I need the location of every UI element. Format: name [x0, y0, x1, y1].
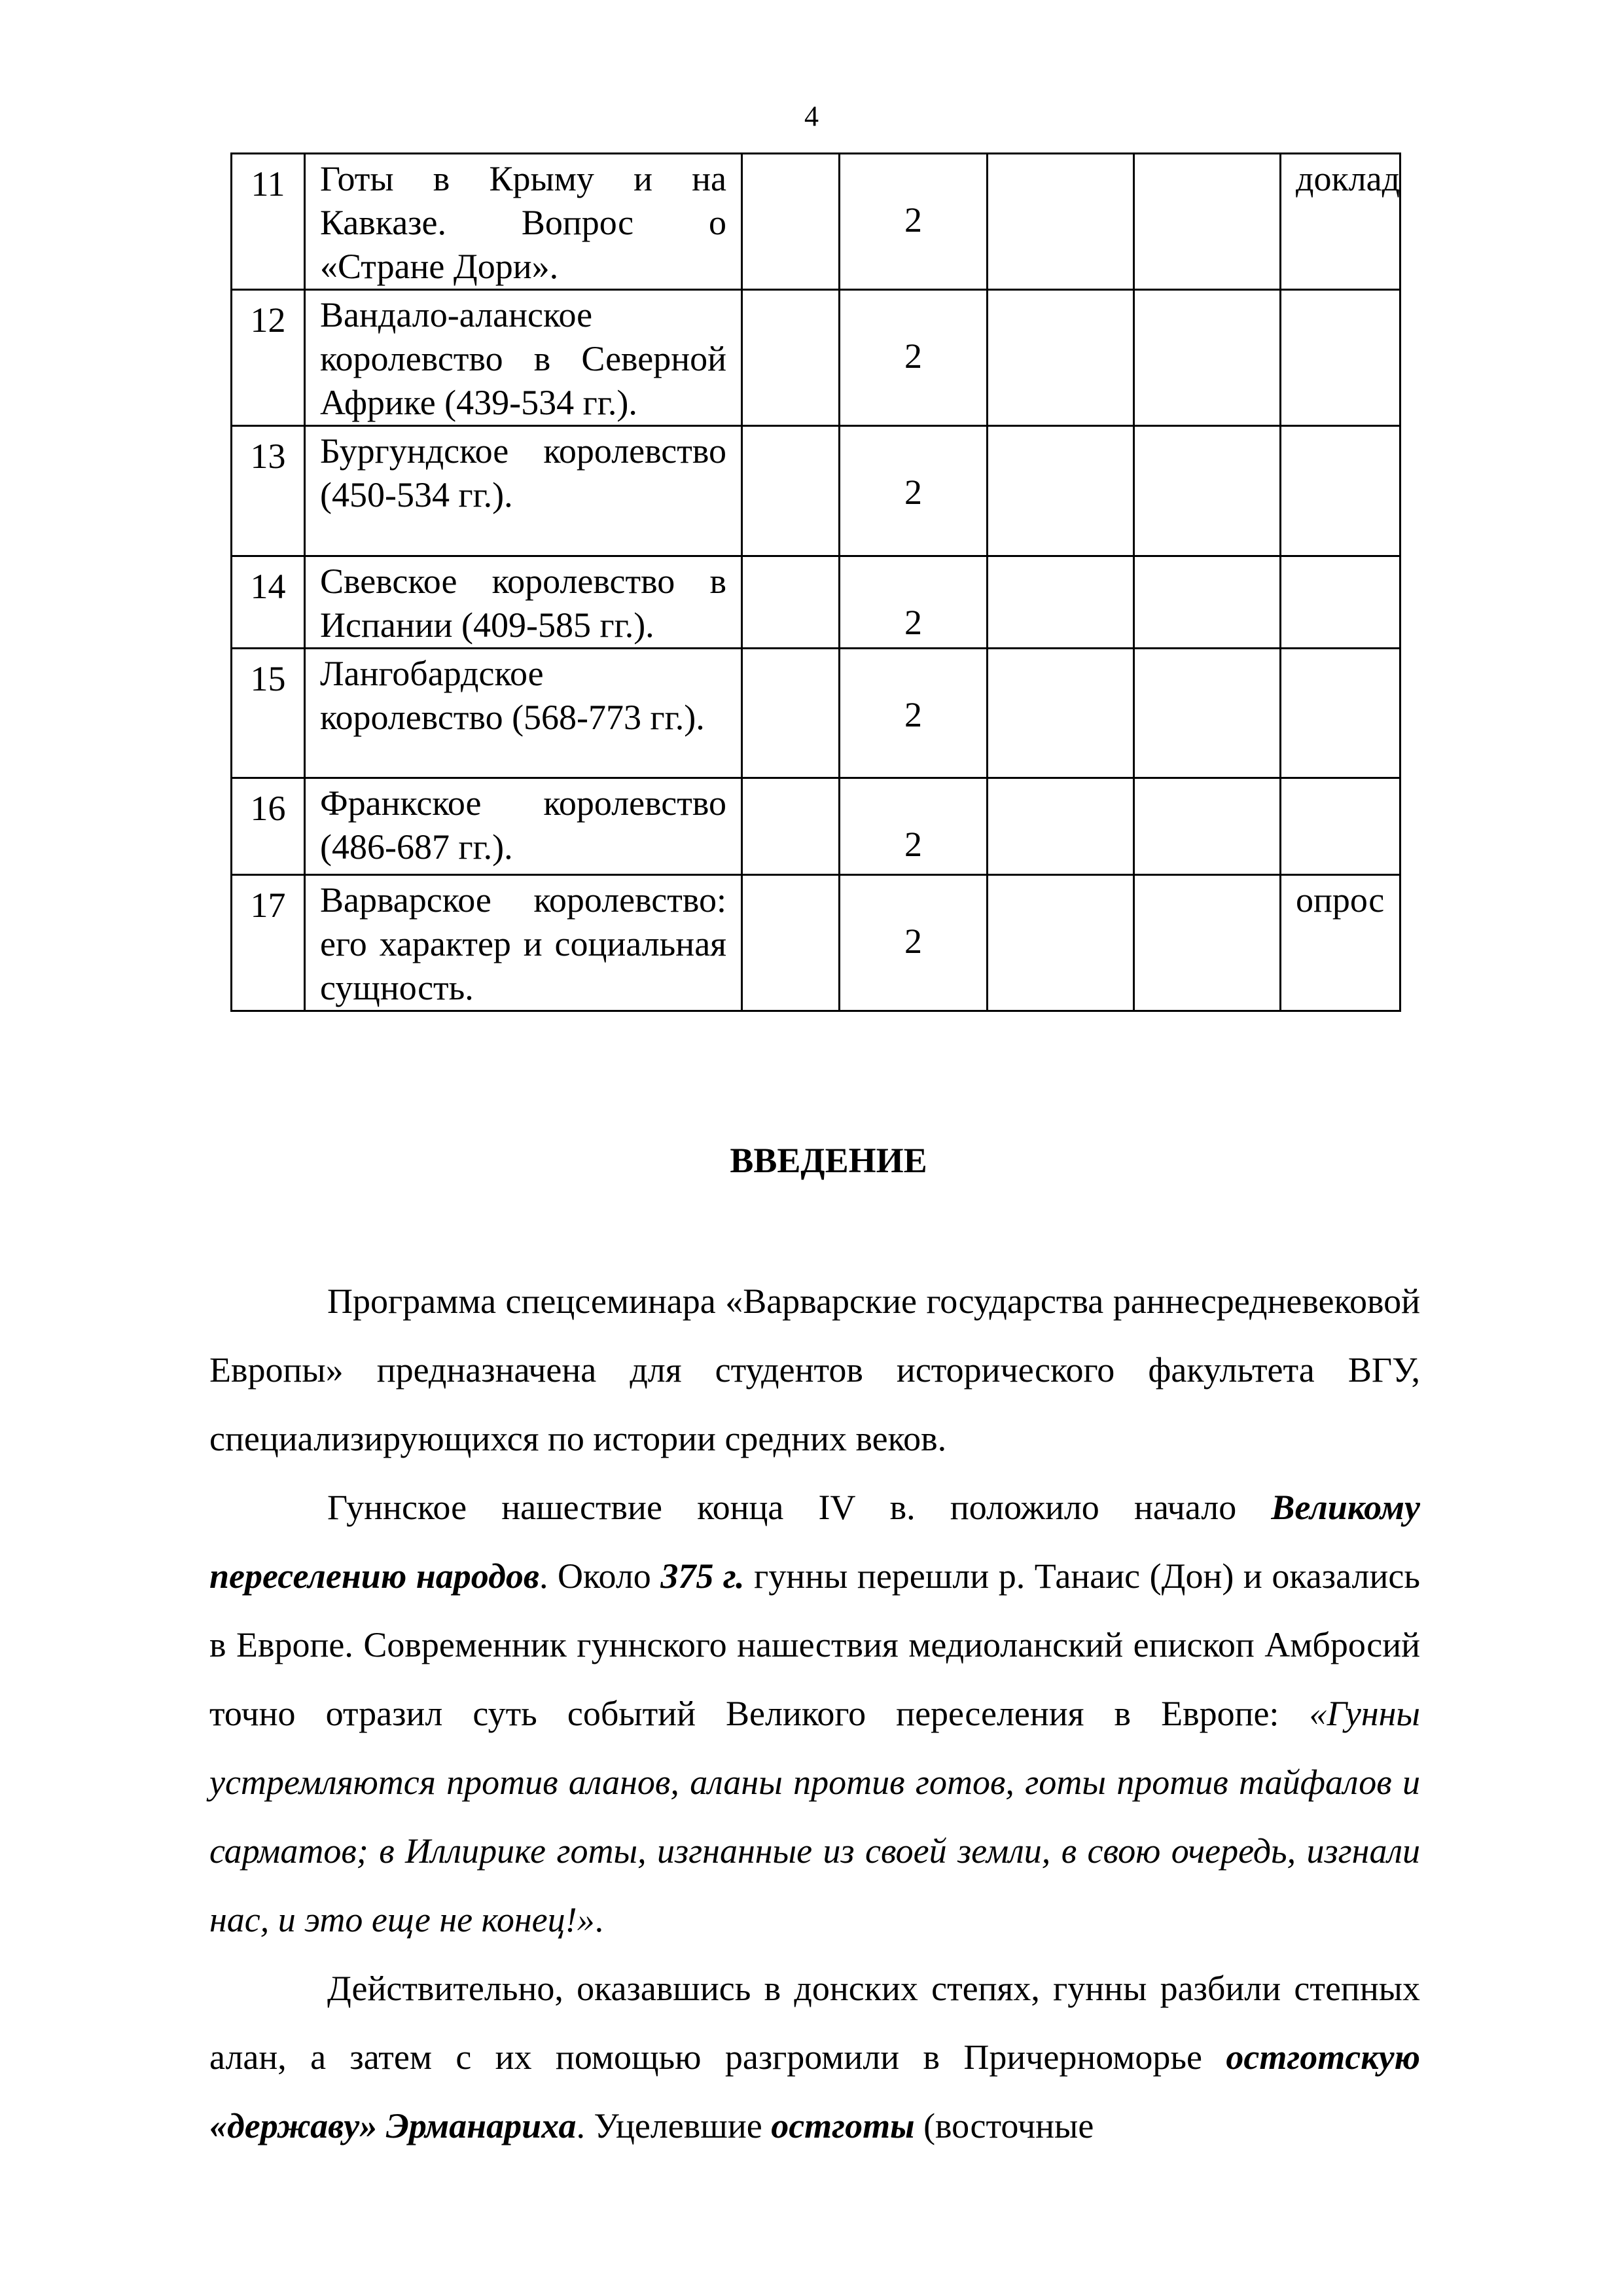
row-hours [840, 649, 988, 778]
row-form [1281, 778, 1400, 875]
row-number: 13 [232, 426, 305, 556]
row-hours [840, 290, 988, 426]
row-form [1281, 426, 1400, 556]
emphasis-term: Великому переселению народов [209, 1488, 1420, 1596]
empty-cell [988, 778, 1134, 875]
row-topic: Франкское королевство (486-687 гг.). [305, 778, 742, 875]
row-number: 11 [232, 154, 305, 290]
empty-cell [1134, 426, 1281, 556]
table-row [232, 556, 1400, 649]
paragraph-hun-invasion [209, 1473, 1420, 1954]
row-topic: Вандало-аланское королевство в Северной Африке (439-534 гг.). [305, 290, 742, 426]
row-hours [840, 154, 988, 290]
page-number: 4 [804, 100, 819, 132]
table-row [232, 426, 1400, 556]
row-hours [840, 875, 988, 1011]
row-number: 16 [232, 778, 305, 875]
paragraph-purpose: Программа спецсеминара «Варварские государства раннесредневековой Европы» предназначена для студентов исторического факультета ВГУ, специализирующихся по истории средних веков. [209, 1282, 1420, 1458]
text-run: Действительно, оказавшись в донских степях, гунны разбили степных алан, а затем с их помощью разгромили в Причерноморье [209, 1969, 1420, 2077]
row-topic: Готы в Крыму и на Кавказе. Вопрос о «Стране Дори». [305, 154, 742, 290]
empty-cell [988, 875, 1134, 1011]
emphasis-term: остготскую «державу» Эрманариха [209, 2037, 1420, 2145]
table-row [232, 290, 1400, 426]
row-hours-value: 2 [904, 336, 922, 376]
introduction-text [209, 1267, 1420, 2161]
table-row [232, 875, 1400, 1011]
empty-cell [1134, 154, 1281, 290]
text-run: Гуннское нашествие конца IV в. положило начало [327, 1488, 1272, 1527]
paragraph-ostrogoths [209, 1954, 1420, 2161]
empty-cell [742, 649, 840, 778]
row-hours-value: 2 [904, 825, 922, 864]
row-form [1281, 556, 1400, 649]
text-run: (восточные [914, 2106, 1094, 2145]
row-number: 12 [232, 290, 305, 426]
row-form [1281, 290, 1400, 426]
empty-cell [988, 426, 1134, 556]
empty-cell [742, 778, 840, 875]
empty-cell [1134, 290, 1281, 426]
text-run: . Около [539, 1556, 661, 1596]
empty-cell [988, 290, 1134, 426]
row-number: 14 [232, 556, 305, 649]
empty-cell [742, 426, 840, 556]
row-hours [840, 426, 988, 556]
empty-cell [1134, 778, 1281, 875]
empty-cell [988, 154, 1134, 290]
row-hours-value: 2 [904, 200, 922, 240]
empty-cell [1134, 649, 1281, 778]
row-topic: Свевское королевство в Испании (409-585 гг.). [305, 556, 742, 649]
table-row [232, 154, 1400, 290]
empty-cell [988, 556, 1134, 649]
empty-cell [742, 154, 840, 290]
row-hours-value: 2 [904, 922, 922, 961]
table-row [232, 649, 1400, 778]
emphasis-date: 375 г. [660, 1556, 745, 1596]
section-heading: ВВЕДЕНИЕ [730, 1141, 927, 1180]
empty-cell [1134, 556, 1281, 649]
text-run: . [594, 1900, 604, 1939]
empty-cell [742, 290, 840, 426]
empty-cell [1134, 875, 1281, 1011]
row-number: 17 [232, 875, 305, 1011]
row-form: опрос [1281, 875, 1400, 1011]
row-form: доклад [1281, 154, 1400, 290]
row-hours-value: 2 [904, 603, 922, 642]
emphasis-term: остготы [771, 2106, 915, 2145]
empty-cell [742, 556, 840, 649]
ambrose-quote: «Гунны устремляются против аланов, аланы против готов, готы против тайфалов и сарматов; в Иллирике готы, изгнанные из своей земли, в свою очередь, изгнали нас, и это еще не конец!» [209, 1694, 1420, 1939]
row-hours-value: 2 [904, 695, 922, 734]
row-topic: Бургундское королевство (450-534 гг.). [305, 426, 742, 556]
row-topic: Варварское королевство: его характер и социальная сущность. [305, 875, 742, 1011]
row-hours-value: 2 [904, 473, 922, 512]
seminar-plan-table [230, 152, 1401, 1012]
row-hours [840, 556, 988, 649]
table-row [232, 778, 1400, 875]
text-run: . Уцелевшие [576, 2106, 772, 2145]
empty-cell [742, 875, 840, 1011]
empty-cell [988, 649, 1134, 778]
row-hours [840, 778, 988, 875]
row-number: 15 [232, 649, 305, 778]
row-form [1281, 649, 1400, 778]
row-topic: Лангобардское королевство (568-773 гг.). [305, 649, 742, 778]
text-run: гунны перешли р. Танаис (Дон) и оказались в Европе. Современник гуннского нашествия медиоланский епископ Амбросий точно отразил суть событий Великого переселения в Европе: [209, 1556, 1420, 1733]
